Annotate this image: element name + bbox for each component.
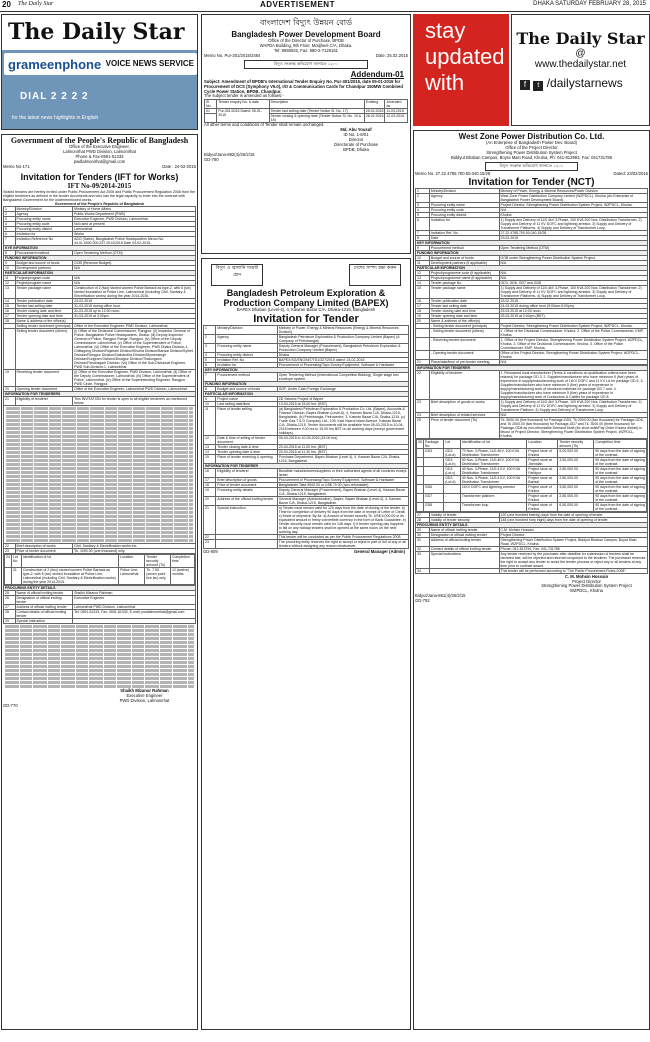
facebook-icon[interactable]: f: [520, 80, 530, 90]
page-header: [0, 0, 650, 12]
gov-office2: Lalmonirhat PWD Division, Lalmonirhat: [63, 148, 136, 154]
bpdb-amend-table: [204, 99, 408, 123]
bapex-tender: [201, 258, 411, 1030]
table-row: 8 Procurement method Open Tendering Method (OTM): [4, 251, 196, 256]
table-row: 27 Validity of tender 120 (one hundred twenty) days from the date of opening of tender.: [416, 512, 648, 517]
table-row: Selling tender document (principal) Office of the Executive Engineer, PWD Division, Lalmonirhat.: [4, 324, 196, 329]
table-header: Sl No. Tender enquiry No. & date Description Existing Amended as: [205, 100, 408, 109]
section-header: INFORMATION FOR TENDERERS: [4, 392, 196, 397]
bapex-invitation: Invitation for Tender: [253, 312, 359, 325]
gov-office1: Office of the Executive Engineer,: [69, 144, 130, 149]
addendum-title: Addendum-01: [350, 69, 404, 79]
wz-address: Biddyut Bhaban Campus, Boyra Main Road, Khulna, Ph: 041-813993, Fax: 041731786: [450, 154, 613, 160]
wz-date: Dated: 23/02/2015: [613, 170, 648, 176]
bapex-gd: GD-809: [203, 548, 218, 554]
wz-memo: Memo No. 27.22.4785.700.50.040.15/28: [415, 170, 491, 176]
stay-social[interactable]: /dailystarnews: [546, 76, 623, 90]
table-row: 5 Invitation Ref. No BAPEX/SG/ENG/NIT/TD1/327/2015 dated: 24-02-2015: [204, 357, 409, 362]
table-row: 8 Date 23.02.2015: [416, 235, 648, 240]
table-row: GD7 - Transformer platform Project store of Khulna 2,80,000.00 90 days from the date of signing of the contract.: [417, 493, 647, 502]
table-row: - Opening tender document Office of the Project Director, Strengthening Power Distribution System Project, WZPDCL, Khulna.: [416, 350, 648, 359]
table-row: 4 Procuring entity code Not used at present: [4, 222, 196, 227]
bpdb-jana: Bidyut/Jana-882(4)/25/2/15: [204, 151, 255, 157]
stay-at: @: [575, 48, 586, 59]
stay-url[interactable]: www.thedailystar.net: [534, 59, 627, 70]
wz-sub: (An Enterprise of Bangladesh Power Dev. Board): [486, 140, 577, 145]
section-header: KEY INFORMATION: [416, 240, 648, 245]
stay-line3: with: [425, 70, 465, 95]
table-row: 7 Invitation Reference No ADG (Sales), Bangladesh Police Headquarters Memo No: 44.01.0000.000.237.2014/2018 Date 03-02-2015.: [4, 237, 196, 246]
section-header: PROCURING ENTITY DETAILS: [4, 586, 196, 591]
table-row: 2 Agency Bangladesh Petroleum Exploration & Production Company Limited (Bapex) (A Company of Petrobangla): [204, 334, 409, 343]
table-row: 19 Procuring entity details Deputy General Manager (Procurement), Bapex Bhaban (Level-4), Kawran Bazar C/A, Dhaka-1215, Bangladesh.: [204, 487, 409, 496]
table-row: 20 Address of the official inviting tender General Manager (Administration), Bapex, Bapex Bhaban (Level-4), 4, Kawran Bazar C/A, Dhaka-1215, Bangladesh.: [204, 496, 409, 505]
table-row: 17 Tender opening date and time 31-03-2015 at 3.00pm.: [4, 314, 196, 319]
wz-project: Strengthening Power Distribution System Project: [486, 149, 577, 155]
table-row: 11 Development partners (if applicable) N/A: [416, 260, 648, 265]
wz-notice: বিদ্যুৎ সংক্রান্ত অভিযোগ জানাতে ১২০০: [485, 162, 578, 171]
wz-gd: GD-792: [415, 598, 430, 604]
table-row: 23 Brief description of goods or works 1) Supply and Delivery of 11/0.4kV 3-Phase, 100 KVA 200 Nos. Distribution Transformer. 2) Supply and Delivery of 11 KV DOFC and lightning arrestor. 3) Supply and Delivery of Transformer Platform. 4) Supply and Delivery of Transformer Loop.: [416, 399, 648, 412]
table-row: GD3 GD3 (Lot-a) 70 Nos. 3-Phase, 11/0.4KV, 100 KVA Distribution Transformer Project store of Khulna 5,00,000.00 90 days from the date of signing of the contract.: [417, 448, 647, 457]
table-row: 7 Procurement method Open Tendering Method (International Competitive Bidding), Single stage two envelope system: [204, 372, 409, 381]
section-header: KYE INFORMATION: [4, 246, 196, 251]
table-row: 29 Name of official inviting tender C.M. Mohsin Hossain: [416, 527, 648, 532]
table-row: 28 Contact details of official inviting tender Tel: 0591-61333, Fax: 0591-61333, E-mail: pwdlalmonirhat@gmail.com: [4, 610, 196, 619]
stay-line2: updated: [425, 44, 505, 69]
table-row: 19 Receiving tender document (i) Office of the Executive Engineer, PWD Division, Lalmonirhat. (ii) Office of the Deputy Commissioner, Lalmonirhat. (iii) Office of the Superintendent of Police, Lalmonirhat. (iv) Office of the Superintending Engineer, Rangpur PWD Circle, Rangpur.: [4, 370, 196, 387]
bpdb-memo: Memo No. Pur-301/2015/2484: [204, 52, 261, 58]
gov-invitation: Invitation for Tenders (IFT for Works): [20, 171, 179, 182]
table-row: Tender closing & opening date (Tender Notice Sl. No. 19 & 18) 26.02.2015 12.03.2015: [205, 114, 408, 123]
table-row: 14 Tender publication date 24-02-2015: [4, 299, 196, 304]
table-row: - Selling tender document (others) 1. Office of the Divisional Commissioner, Khulna. 2. Office of the Police Commissioner, KMP, Khulna.: [416, 328, 648, 337]
gov-date: Date : 24-02-2015: [162, 163, 196, 169]
table-row: 1 Ministry/Division Ministry of Home Affairs: [4, 207, 196, 212]
wz-office: Office of the Project Director: [505, 144, 558, 150]
table-row: 32 Contact details of official inviting tender Phone: 041-813794, Fax: 041-731786: [416, 546, 648, 551]
table-row: 10 Last selling date/time 10-04-2015 at 15.00 hrs. (BST): [204, 401, 409, 406]
table-row: 33 Special instructions Any tender received by the purchaser after deadline for submission of tenders shall be declared late, will be rejected and returned unopened to the tenderer. The purchaser reserves the right to accept any tender to annul the tender process or reject any or all tenders at any time prior to contract award.: [416, 551, 648, 568]
ad-service: VOICE NEWS SERVICE: [105, 59, 194, 68]
ad-partner: grameenphone: [8, 57, 102, 72]
bpdb-notice: বিদ্যুৎ সংক্রান্ত অভিযোগ জানাতে ১২০০: [244, 60, 368, 69]
paper-name: The Daily Star: [18, 1, 54, 7]
gov-signature: Shaikh Mizanur Rahman Executive Engineer PWD Division, Lalmonirhat: [119, 688, 170, 703]
table-row: 2 Agency Public Works Department (PWD): [4, 212, 196, 217]
section-header: PARTICULAR INFORMATION: [4, 271, 196, 276]
table-row: 15 Place of tender receiving & opening Purchase Department, Bapex Bhaban (Level 4), 4, Kawran Bazar C/A, Dhaka-1215, Bangladesh.: [204, 454, 409, 463]
table-row: 9 Budget and source of funds GOB (Revenue Budget).: [4, 261, 196, 266]
table-row: - Receiving tender document 1. Office of the Project Director, Strengthening Power Distribution System Project, WZPDCL, Khulna. 2. Office of the Divisional Commissioner, Khulna. 3. Office of the Police Commissioner, KMP, Khulna.: [416, 337, 648, 350]
table-row: 27 Address of official inviting tender Lalmonirhat PWD Division, Lalmonirhat.: [4, 605, 196, 610]
table-row: GD3 (Lot-c) 40 Nos. 3-Phase, 11/0.4 KV, 100 KVA Distribution Transformer Project store at Faridpur 2,80,000.00 90 days from the date of signing of the contract.: [417, 466, 647, 475]
table-row: 01 Pur-301/2015 Dated: 05-01-2015 Tender last selling date (Tender Notice Sl. No. 17) 25.02.2015 11.03.2015: [205, 109, 408, 114]
table-row: 15 Tender last selling date 31-03-2015 during office hour.: [4, 304, 196, 309]
table-row: 5 Procuring entity district Khulna: [416, 212, 648, 217]
table-row: 3 Procuring entity name Project Director, Strengthening Power Distribution System Project, WZPDCL, Khulna.: [416, 202, 648, 207]
bapex-slogan2: দেশের সম্পদ রক্ষা করুন: [349, 264, 401, 286]
table-row: 12 Project/programme code (if applicable) N/A: [416, 270, 648, 275]
table-row: 9 Procurement method Open Tendering Method (OTM): [416, 245, 648, 250]
bpdb-subject: Subject: Amendment of BPDB's International Tender Enquiry No. Pur-301/2015, date 05-01-2015 for Procurement of DCS (Symphony V5.0), I/O & Communication Cards for Chandpur 150MW Combined Cycle Power Station, BPDB, Chandpur.: [204, 78, 403, 94]
table-row: 6 Invitation for 1) Supply and Delivery of 11/0.4kV 3-Phase, 100 KVA 200 Nos. Distribution Transformer. 2) Supply and Delivery of 11 KV DOFC and lightning arrestor. 3) Supply and Delivery of Transformer Platforms. 4) Supply and Delivery of Transformer Loop.: [416, 217, 648, 230]
table-row: 1 Ministry/Division Ministry of Power, Energy & Mineral Resources/Power Division: [416, 188, 648, 193]
wz-signature: C. M. Mohsin Hossain Project Director Strengthening Power Distribution System Project WZPDCL, Khulna: [541, 573, 632, 594]
bapex-address: BAPEX Bhaban (Level-4), 4, Kawran Bazar C/A, Dhaka-1215, Bangladesh: [236, 307, 376, 312]
table-row: 26 Package No. Lot Identification of lot Location Tender security amount (Tk) Completion time: [417, 439, 647, 448]
table-row: 14 Tender package No GD3, GD6, GD7 and GD8: [416, 280, 648, 285]
bpdb-signature: Md. Abu Yousuf ID No. 1-8/01 Director Directorate of Purchase BPDB, Dhaka: [334, 127, 378, 152]
table-row: 15 Tender package name 1) Supply and Delivery of 11/0.4kV 3-Phase, 100 KVA 200 Nos. Distribution Transformer. 2) Supply and Delivery of 11 KV DOFC and lightning arrestor. 3) Supply and Delivery of Transformer Platforms. 4) Supply and Delivery of Transformer Loop.: [416, 285, 648, 298]
ad-dial: DIAL 2 2 2 2: [20, 91, 89, 102]
gov-phone: Phone & Fax-0591-61333: [75, 153, 124, 159]
section-header: PROCURING ENTITY DETAILS: [416, 522, 648, 527]
section-header: FUNDING INFORMATION: [204, 381, 409, 386]
section-header: FUNDING INFORMATION: [416, 250, 648, 255]
twitter-icon[interactable]: t: [533, 81, 543, 91]
table-row: 28 Validity of tender security 148 (one hundred forty eight) days from the date of opening of tender.: [416, 517, 648, 522]
gov-title: Government of the People's Republic of Bangladesh: [10, 136, 189, 145]
bapex-signature: General Manager (Admin): [354, 548, 405, 554]
table-row: 22 This tender will be conducted as per the Public Procurement Regulations 2008.: [204, 534, 409, 539]
voice-news-ad: [1, 14, 198, 130]
table-row: GD8 - Transformer loop Project store of Khulna 6,50,000.00 90 days from the date of signing of the contract.: [417, 502, 647, 511]
bapex-table: [203, 325, 409, 549]
bpdb-date: Date: 25.02.2015: [375, 52, 408, 58]
gov-memo: Memo No-171: [3, 163, 30, 169]
bpdb-amend-intro: The subject tender is amended as follows:-: [204, 93, 284, 99]
table-row: 13 Tender closing date & time 20-04-2015 at 11.00 hrs. (BST): [204, 444, 409, 449]
bpdb-name: Bangladesh Power Development Board: [231, 30, 381, 39]
table-row: 25 Name of official inviting tender Shaikh Mizanur Rahman: [4, 591, 196, 596]
table-row: 18 Tender closing date and time 25.03.2015 at 12:00 noon.: [416, 308, 648, 313]
table-row: 24 Lot No. Identification of lot Location Tender security amount (Tk) Completion time: [5, 555, 195, 568]
page-number: 20: [2, 0, 11, 9]
table-row: 3 Procuring entity name Executive Engineer, PWD Division, Lalmonirhat.: [4, 217, 196, 222]
table-row: 11 Project/program code N/A: [4, 276, 196, 281]
stay-brand: The Daily Star: [516, 29, 645, 48]
pwd-table: [3, 206, 196, 624]
gov-ift: IFT No-09/2014-2015: [67, 181, 132, 190]
table-row: 21 Eligibility of tenderer This INVITATION for tender is open to all eligible tenderers as mentioned below:: [4, 397, 196, 406]
gov-email: pwdlalmonirhat@gmail.com: [73, 158, 126, 164]
bpdb-tel: Tel: 9550532, Fax: 880-2-7126151: [273, 47, 339, 53]
table-row: 26 Designation of official inviting tender Executive Engineer: [4, 596, 196, 605]
ad-brand: The Daily Star: [8, 19, 185, 45]
section-title: ADVERTISEMENT: [260, 0, 335, 9]
table-row: 1 Ministry/Division Ministry of Power, Energy & Mineral Resources (Energy & Mineral Resources Division): [204, 325, 409, 334]
issue-date: DHAKA SATURDAY FEBRUARY 28, 2015: [533, 1, 646, 7]
table-row: GD3 (Lot-b) 50 Nos. 3-Phase, 11/0.4KV, 100 KVA Distribution Transformer Project store at Jhenidah 3,50,000.00 90 days from the date of signing of the contract.: [417, 457, 647, 466]
table-row: 24 Brief description of related services N/A: [416, 412, 648, 417]
wz-table: [415, 188, 648, 574]
table-row: 2 Agency West Zone Power Distribution Company Limited (WZPDCL), Khulna (An Enterprise of Bangladesh Power Development Board).: [416, 193, 648, 202]
table-row: 30 Designation of official inviting tender Project Director: [416, 532, 648, 537]
table-row: 5 Procuring entity district Lalmonirhat: [4, 227, 196, 232]
table-row: 11 Place of tender selling (a) Bangladesh Petroleum Exploration & Production Co. Ltd. (Bapex), Accounts & Finance Division, Bapex Bhaban (Level-6), 4, Kawran Bazar C/A, Dhaka-1215, Bangladesh. (b) Petrobangla, Petrocentre, 3, Kawran Bazar C/A, Dhaka-1215. (c) Trade Gas T & D Company Ltd., 105, Kazi Nazrul Islam Avenue, Kawran Bazar C/A, Dhaka-1215. Tender documents will be available from 05-03-2015 to 10-04-2015 between 9.00 hrs to 15.00 hrs BST on all working days (except government holidays).: [204, 406, 409, 435]
bapex-name: Bangladesh Petroleum Exploration & Production Company Limited (BAPEX): [223, 288, 389, 308]
table-row: 18 Name & address of the office(s): [4, 319, 196, 324]
table-row: 29 Special instruction: [4, 619, 196, 624]
table-row: 17 Brief description of goods Procurement of Processing/Topo Survey Equipment, Software & Hardware: [204, 477, 409, 482]
table-row: 20 Name & address of the office(s): [416, 318, 648, 323]
gov-special-text: [3, 625, 196, 688]
table-row: 12 Project/program name N/A: [4, 281, 196, 286]
section-header: INFORMATION FOR TENDERER: [204, 463, 409, 468]
wz-invitation: Invitation for Tender (NCT): [468, 176, 595, 188]
section-header: INFORMATION FOR TENDERER: [416, 365, 648, 370]
table-row: GD6 - 11KV DOFC and lightning arrestor Project store of Khulna 3,60,000.00 90 days from the date of signing of the contract.: [417, 484, 647, 493]
table-row: 12 Date & time of selling of tender document 05-03-2015 to 10-04-2015 (15.00 hrs): [204, 435, 409, 444]
table-row: 34 This tender will be performed according to "The Public Procurement Rules-2008".: [416, 568, 648, 573]
bpdb-footer: All other terms and conditions of Tender shall remain unchanged.: [204, 122, 325, 128]
wz-jana: Bidyut/Jana-861(4)/25/2/15: [415, 593, 466, 599]
wzpdcl-tender: [413, 130, 650, 1030]
table-row: 6 Invitation for Procurement of Processing/Topo Survey Equipment, Software & Hardware: [204, 362, 409, 367]
section-header: FUNDING INFORMATION: [4, 256, 196, 261]
table-row: GD3 (Lot-d) 40 Nos. 3-Phase, 11/0.4 KV, 100 KVA Distribution Transformer Project store at Barisal 2,80,000.00 90 days from the date of signing of the contract.: [417, 475, 647, 484]
section-header: PARTICULAR INFORMATION: [204, 391, 409, 396]
section-header: PARTICULAR INFORMATION: [416, 265, 648, 270]
gov-gd: GD-770: [3, 702, 18, 708]
pwd-tender: [1, 134, 198, 1030]
gov-label: Government of the People's Republic of Bangladesh: [54, 201, 145, 206]
table-row: 16 Tender publication date 23.02.2015: [416, 298, 648, 303]
bpdb-office: Office of the Director of Purchase, BPDB: [268, 38, 344, 43]
table-row: 9 Project name 2D Seismic Project of Bapex: [204, 396, 409, 401]
table-row: 10 Budget and source of funds GOB under Strengthening Power Distribution System Project.: [416, 255, 648, 260]
table-row: 31 Address of official inviting tender Strengthening Power Distribution System Project, Biddyut Bhaban Campus, Boyra Main Road, WZPDCL, Khulna.: [416, 537, 648, 546]
table-row: 31 Construction of 2 (two) storied women Police Barrack as type-2, with 6 (six) storied foundation at Police Line, Lalmonirhat (including Civil, Sanitary & Electrification works) during the year 2014-2015. Police Line, Lalmonirhat Tk. 7.50 (seven point five lac) only 12 (twelve) months.: [5, 568, 195, 585]
gov-intro: Sealed tenders are hereby invited under Public Procurement Act 2006 and Public Procurement Regulation 2008 from the eligible tenderers as defined in the tender documents and who has the legal capacity to enter into the contract with Bangladesh Government for the undermentioned works.: [3, 189, 195, 202]
table-row: 20 Opening tender document Office of the Executive Engineer, Lalmonirhat PWD Division, Lalmonirhat.: [4, 387, 196, 392]
stay-updated-ad: [413, 14, 650, 126]
table-row: - Selling tender document (principal) Project Director, Strengthening Power Distribution System Project, WZPDCL, Khulna.: [416, 323, 648, 328]
section-header: KEY INFORMATION: [204, 367, 409, 372]
bpdb-gd: GD-780: [204, 156, 219, 162]
table-row: 10 Development partners N/A: [4, 266, 196, 271]
table-row: 7 Invitation Ref. No 27.22.4785.700.50.040.15/28: [416, 230, 648, 235]
table-row: 6 Invitation for Works: [4, 232, 196, 237]
bpdb-address: WAPDA Building, 9th Floor, Motijheel C/A, Dhaka.: [259, 42, 353, 48]
bpdb-addendum: [201, 14, 411, 254]
table-row: 18 Price of tender document Bangladeshi Taka 5000.00 or US$ 70.00 (non-refundable): [204, 482, 409, 487]
table-row: 13 Project/programme name (if applicable) N/A: [416, 275, 648, 280]
table-row: 13 Tender package name Construction of 2 (two) storied women Police Barrack as type-2, with 6 (six) storied foundation at Police Line, Lalmonirhat (including Civil, Sanitary & Electrification works) during the year 2014-2015.: [4, 286, 196, 299]
bapex-slogan1: বিদ্যুৎ ও জ্বালানি সাশ্রয়ী হোন: [211, 264, 263, 286]
table-row: 21 Special instruction a) Tender must remain valid for 120 days from the date of closing of the tender. b) Time for completion of delivery 90 days from the date of receipt of Letter of Credit. c) Mode of shipment: By Air. d) Amount of tender security Tk. US$ 6,000.00 or its equivalent amount in freely convertible currency in the form of Bank Guarantee. e) Tender security must remain valid for 148 days. f) If tender opening day happens to fall on any holiday tenders shall be opened at the same hours on the next working day.: [204, 505, 409, 534]
table-row: 4 Procuring entity district Dhaka: [204, 352, 409, 357]
ad-tagline: for the latest news highlights in English: [12, 115, 99, 121]
table-row: 3 Procuring entity name Deputy General Manager (Procurement), Bangladesh Petroleum Exploration & Production Company Limited (Bapex): [204, 343, 409, 352]
table-row: Selling tender document (others) (i) Office of the Divisional Commissioner, Rangpur. (ii) Inspector General of Police, Bangladesh Police Headquarters, Dhaka. (iii) Deputy Inspector General of Police, Rangpur Range, Rangpur. (iv) Office of the Deputy Commissioner Lalmonirhat. (v) Office of the Superintendent of Police, Lalmonirhat. (vi) Office of the Executive Engineer, PWD Dhaka Division-1, Chittagong Division/Rajshahi Division/Khulna Division/Barisal Division/Sylhet Division/Rangpur Division/Gaibandha Division/Mymensingh Division/Kurigram Division/Dinajpur Division/Thakurgaon Division/Panchagarh Division. (vii) Office of the Sub-Divisional Engineer, PWD Sub-Division-1, Lalmonirhat.: [4, 329, 196, 370]
table-row: 22 Eligibility of tenderer 1. Renowned local manufacturer (Terms & conditions on qualification criteria have been relaxed) for package GD 3. 2. Supplier/manufacturer who have minimum 5 (five) years of experience in supply/manufacturing work of 11KV DOFC and 11 KV LA for package GD 6. 3. Supplier/manufacturer who have minimum 5 (five) years of experience in supply/manufacturing work of structural materials for package GD 7 and. 4. Supplier/manufacturer who have minimum 5 (five) years of experience in supply/manufacturing work of Conductors & Cables for package GD 8.: [416, 370, 648, 399]
table-row: 14 Tender opening date & time 20-04-2015 at 11.30 hrs. (BST): [204, 449, 409, 454]
table-row: 17 Tender last selling date 24.03.2015 during office hour (9:00am-5:00pm).: [416, 303, 648, 308]
stay-line1: stay: [425, 18, 466, 43]
table-row: 22 Brief description of works Civil, Sanitary & Electrification works etc.: [4, 544, 196, 549]
bpdb-bengali: বাংলাদেশ বিদ্যুৎ উন্নয়ন বোর্ড: [259, 18, 352, 27]
table-row: 4 Procuring entity code N/A: [416, 207, 648, 212]
table-row: 16 Eligibility of tenderer Bonafide manufacturers/suppliers or their authorized agents of all countries except Israel.: [204, 468, 409, 477]
table-row: 19 Tender opening date and time 25.03.2015 at 2:00pm (BST).: [416, 313, 648, 318]
table-row: 23 The procuring entity reserves the right to accept or reject in part or full of any or all tenders without assigning any reason whatsoever.: [204, 539, 409, 548]
table-row: 8 Budget and source of funds GDF, Under Cash Foreign Exchange: [204, 386, 409, 391]
table-row: 23 Price of tender document Tk. 1000.00 (one thousand) only.: [4, 549, 196, 554]
wz-name: West Zone Power Distribution Co. Ltd.: [458, 132, 605, 141]
table-row: 16 Tender closing date and time 31-03-2015 up to 12.00 noon.: [4, 309, 196, 314]
table-row: 21 Place/date/time of pre-tender meeting N/A: [416, 359, 648, 364]
table-row: 25 Price of tender document (Tk) Tk. 5000.00 (five thousand) for Package-GD3, Tk 2000.00 (two thousand) for Package-GD6, and Tk 2000.00 (two thousand) for Package-GD7 and Tk. 3000.00 (three thousand) for Package-GD8 as non-refundable Demand Draft (for short draft/Pay Order Khulna district) in favour of Project Director, Strengthening Power Distribution System Project, WZPDCL, Khulna.: [416, 417, 648, 438]
